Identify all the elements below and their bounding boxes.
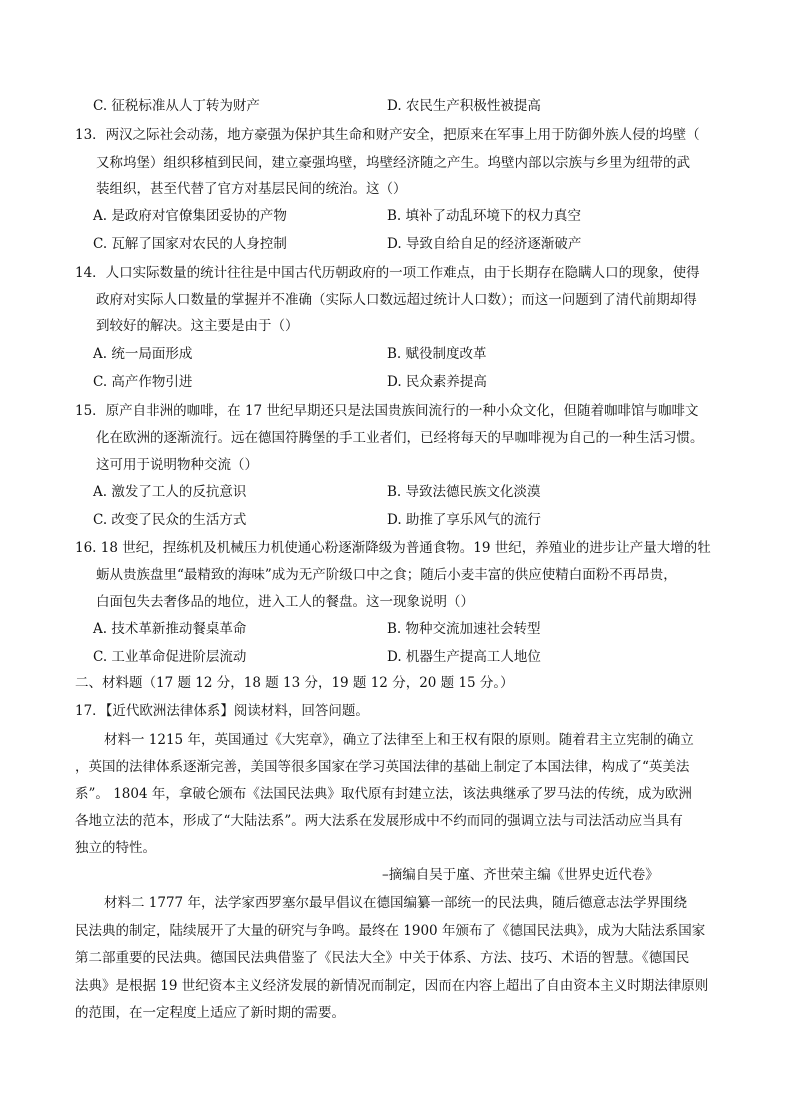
- option-d: D. 机器生产提高工人地位: [387, 649, 541, 665]
- option-a: A. 是政府对官僚集团妥协的产物: [93, 208, 287, 224]
- option-d: D. 农民生产积极性被提高: [387, 98, 541, 114]
- option-b: B. 赋役制度改革: [387, 346, 487, 362]
- option-c: C. 高产作物引进: [93, 374, 193, 390]
- material-1-source: –摘编自吴于廑、齐世荣主编《世界史近代卷》: [382, 867, 659, 883]
- material-1-line: 材料一 1215 年，英国通过《大宪章》，确立了法律至上和王权有限的原则。随着君主立宪制的确立: [104, 732, 694, 748]
- question-13-stem: 13．两汉之际社会动荡，地方豪强为保护其生命和财产安全，把原来在军事上用于防御外族人侵的坞壁（: [75, 127, 700, 143]
- option-a: A. 技术革新推动餐桌革命: [93, 621, 247, 637]
- option-b: B. 导致法德民族文化淡漠: [387, 484, 541, 500]
- option-c: C. 改变了民众的生活方式: [93, 512, 247, 528]
- option-d: D. 民众素养提高: [387, 374, 487, 390]
- material-1-line: 独立的特性。: [75, 840, 156, 856]
- question-14-stem: 14．人口实际数量的统计往往是中国古代历朝政府的一项工作难点，由于长期存在隐瞒人口的现象，使得: [75, 265, 700, 281]
- option-c: C. 工业革命促进阶层流动: [93, 649, 247, 665]
- question-14-stem-line: 到较好的解决。这主要是由于（）: [96, 318, 299, 334]
- option-d: D. 助推了享乐风气的流行: [387, 512, 541, 528]
- material-2-line: 材料二 1777 年，法学家西罗塞尔最早倡议在德国编纂一部统一的民法典，随后德意志法学界围绕: [104, 895, 687, 911]
- option-a: A. 统一局面形成: [93, 346, 193, 362]
- option-a: A. 激发了工人的反抗意识: [93, 484, 247, 500]
- material-2-line: 第二部重要的民法典。德国民法典借鉴了《民法大全》中关于体系、方法、技巧、术语的智慧。《德国民: [75, 950, 690, 966]
- question-13-stem-line: 装组织，甚至代替了官方对基层民间的统治。这（）: [96, 181, 407, 197]
- material-1-line: 各地立法的范本，形成了“大陆法系”。两大法系在发展形成中不约而同的强调立法与司法活动应当具有: [75, 813, 683, 829]
- option-c: C. 瓦解了国家对农民的人身控制: [93, 236, 287, 252]
- question-15-stem: 15．原产自非洲的咖啡，在 17 世纪早期还只是法国贵族间流行的一种小众文化，但随着咖啡馆与咖啡文: [75, 403, 699, 419]
- question-16-stem-line: 白面包失去奢侈品的地位，进入工人的餐盘。这一现象说明（）: [96, 594, 474, 610]
- material-1-line: ，英国的法律体系逐渐完善，美国等很多国家在学习英国法律的基础上制定了本国法律，构成了“英美法: [75, 759, 690, 775]
- question-17-title: 17．【近代欧洲法律体系】阅读材料，回答问题。: [75, 703, 369, 719]
- option-c: C. 征税标准从人丁转为财产: [93, 98, 260, 114]
- material-2-line: 法典》是根据 19 世纪资本主义经济发展的新情况而制定，因而在内容上超出了自由资本主义时期法律原则: [75, 978, 709, 994]
- material-1-line: 系”。 1804 年，拿破仑颁布《法国民法典》取代原有封建立法，该法典继承了罗马法的传统，成为欧洲: [75, 786, 692, 802]
- question-16-stem-line: 蛎从贵族盘里“最精致的海味”成为无产阶级口中之食；随后小麦丰富的供应使精白面粉不再昂贵，: [96, 567, 677, 583]
- option-d: D. 导致自给自足的经济逐渐破产: [387, 236, 582, 252]
- material-2-line: 的范围，在一定程度上适应了新时期的需要。: [75, 1005, 345, 1021]
- option-b: B. 物种交流加速社会转型: [387, 621, 541, 637]
- section-heading: 二、材料题（17 题 12 分，18 题 13 分，19 题 12 分，20 题 15 分。）: [75, 675, 514, 691]
- option-b: B. 填补了动乱环境下的权力真空: [387, 208, 582, 224]
- question-16-stem: 16. 18 世纪，捏练机及机械压力机使通心粉逐渐降级为普通食物。19 世纪，养殖业的进步让产量大增的牡: [75, 540, 711, 556]
- question-13-stem-line: 又称坞堡）组织移植到民间，建立豪强坞壁，坞壁经济随之产生。坞壁内部以宗族与乡里为纽带的武: [96, 155, 690, 171]
- question-15-stem-line: 这可用于说明物种交流（）: [96, 457, 258, 473]
- material-2-line: 民法典的制定，陆续展开了大量的研究与争鸣。最终在 1900 年颁布了《德国民法典》，成为大陆法系国家: [75, 923, 706, 939]
- question-14-stem-line: 政府对实际人口数量的掌握并不准确（实际人口数远超过统计人口数）；而这一问题到了清代前期却得: [96, 292, 697, 308]
- question-15-stem-line: 化在欧洲的逐渐流行。远在德国符腾堡的手工业者们，已经将每天的早咖啡视为自己的一种生活习惯。: [96, 430, 704, 446]
